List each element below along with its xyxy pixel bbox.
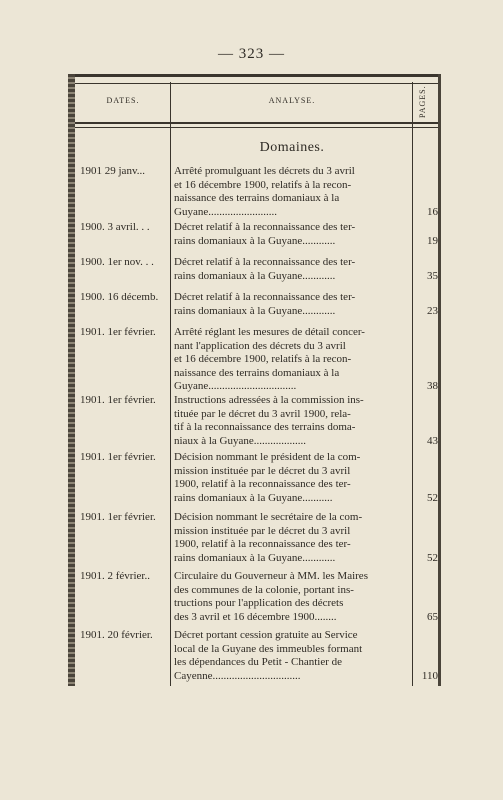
- entry-analysis: [174, 511, 412, 565]
- entry-analysis-line: naissance des terrains domaniaux à la: [174, 366, 340, 379]
- entry-analysis-line: les dépendances du Petit - Chantier de: [174, 656, 343, 669]
- entry-page: 110: [421, 669, 438, 682]
- entry-analysis-line: Décret relatif à la reconnaissance des ter-: [174, 256, 356, 268]
- section-title: Domaines.: [259, 140, 325, 155]
- entry-page: 35: [427, 269, 438, 282]
- entry-date: 1901. 2 février..: [80, 570, 150, 582]
- entry-analysis: [174, 394, 412, 448]
- entry-page: 19: [427, 234, 438, 247]
- entry-analysis-line: mission instituée par le décret du 3 avril: [174, 524, 351, 537]
- entry-analysis: [174, 326, 412, 394]
- entry-analysis-line: Arrêté promulguant les décrets du 3 avril: [174, 165, 355, 177]
- column-header-dates: DATES.: [106, 96, 140, 105]
- entry-analysis-line: et 16 décembre 1900, relatifs à la recon-: [174, 353, 352, 366]
- entry-date: 1901. 1er février.: [80, 511, 156, 523]
- entry-analysis-line: local de la Guyane des immeubles formant: [174, 642, 363, 655]
- table-top-border: [68, 74, 441, 84]
- entry-date: 1901. 20 février.: [80, 629, 153, 641]
- header-rule: [75, 122, 438, 128]
- entry-analysis-line: rains domaniaux à la Guyane...........: [174, 491, 333, 504]
- entry-analysis-line: 1900, relatif à la reconnaissance des ter-: [174, 538, 351, 551]
- entry-date: 1900. 3 avril. . .: [80, 221, 150, 233]
- entry-analysis-line: niaux à la Guyane...................: [174, 434, 306, 447]
- entry-analysis-line: Décret relatif à la reconnaissance des ter-: [174, 291, 356, 303]
- entry-date: 1901. 1er février.: [80, 394, 156, 406]
- entry-date: 1901. 1er février.: [80, 326, 156, 338]
- entry-date: 1900. 1er nov. . .: [80, 256, 154, 268]
- entry-date: 1900. 16 décemb.: [80, 291, 159, 303]
- entry-page: 52: [427, 551, 438, 564]
- entry-analysis-line: rains domaniaux à la Guyane............: [174, 551, 336, 564]
- entry-analysis-line: Guyane.........................: [174, 205, 277, 218]
- entry-analysis-line: des communes de la colonie, portant ins-: [174, 583, 354, 596]
- entry-analysis: [174, 451, 412, 505]
- entry-analysis-line: Arrêté réglant les mesures de détail concer-: [174, 326, 365, 338]
- entry-analysis-line: 1900, relatif à la reconnaissance des ter-: [174, 478, 351, 491]
- entry-analysis-line: Instructions adressées à la commission ins-: [174, 394, 364, 406]
- entry-page: 38: [427, 380, 438, 393]
- column-header-pages: PAGES.: [418, 85, 427, 119]
- entry-page: 65: [427, 610, 438, 623]
- entry-page: 43: [427, 434, 438, 447]
- entry-analysis-line: nant l'application des décrets du 3 avril: [174, 339, 346, 352]
- entry-analysis-line: tructions pour l'application des décrets: [174, 597, 344, 610]
- entry-analysis-line: tif à la reconnaissance des terrains doma-: [174, 421, 356, 434]
- entry-analysis-line: rains domaniaux à la Guyane............: [174, 234, 336, 247]
- entry-analysis-line: mission instituée par le décret du 3 avril: [174, 464, 351, 477]
- entry-analysis: [174, 256, 412, 283]
- entry-analysis-line: Circulaire du Gouverneur à MM. les Maires: [174, 570, 368, 582]
- entry-analysis-line: rains domaniaux à la Guyane............: [174, 269, 336, 282]
- table-right-border: [438, 74, 441, 686]
- entry-analysis-line: naissance des terrains domaniaux à la: [174, 192, 340, 205]
- entry-date: 1901. 1er février.: [80, 451, 156, 463]
- entry-date: 1901 29 janv...: [80, 165, 145, 177]
- entry-analysis: [174, 629, 412, 683]
- entry-analysis-line: des 3 avril et 16 décembre 1900........: [174, 610, 337, 623]
- entry-analysis-line: Cayenne................................: [174, 669, 301, 682]
- entry-analysis-line: et 16 décembre 1900, relatifs à la recon-: [174, 178, 352, 191]
- entry-analysis-line: Décret relatif à la reconnaissance des ter-: [174, 221, 356, 233]
- entry-analysis: [174, 165, 412, 219]
- column-header-analyse: ANALYSE.: [268, 96, 316, 105]
- entry-page: 52: [427, 491, 438, 504]
- entry-analysis: [174, 570, 412, 624]
- entry-analysis-line: Décision nommant le président de la com-: [174, 451, 361, 463]
- page-number: — 323 —: [218, 46, 285, 62]
- entry-analysis: [174, 291, 412, 318]
- entry-analysis-line: rains domaniaux à la Guyane............: [174, 304, 336, 317]
- entry-analysis-line: Décision nommant le secrétaire de la com-: [174, 511, 363, 523]
- entry-analysis-line: tituée par le décret du 3 avril 1900, rela-: [174, 407, 351, 420]
- entry-analysis: [174, 221, 412, 248]
- entry-page: 23: [427, 304, 438, 317]
- entry-page: 16: [427, 205, 438, 218]
- entry-analysis-line: Décret portant cession gratuite au Service: [174, 629, 358, 641]
- entry-analysis-line: Guyane................................: [174, 380, 297, 393]
- table-left-border: [68, 74, 75, 686]
